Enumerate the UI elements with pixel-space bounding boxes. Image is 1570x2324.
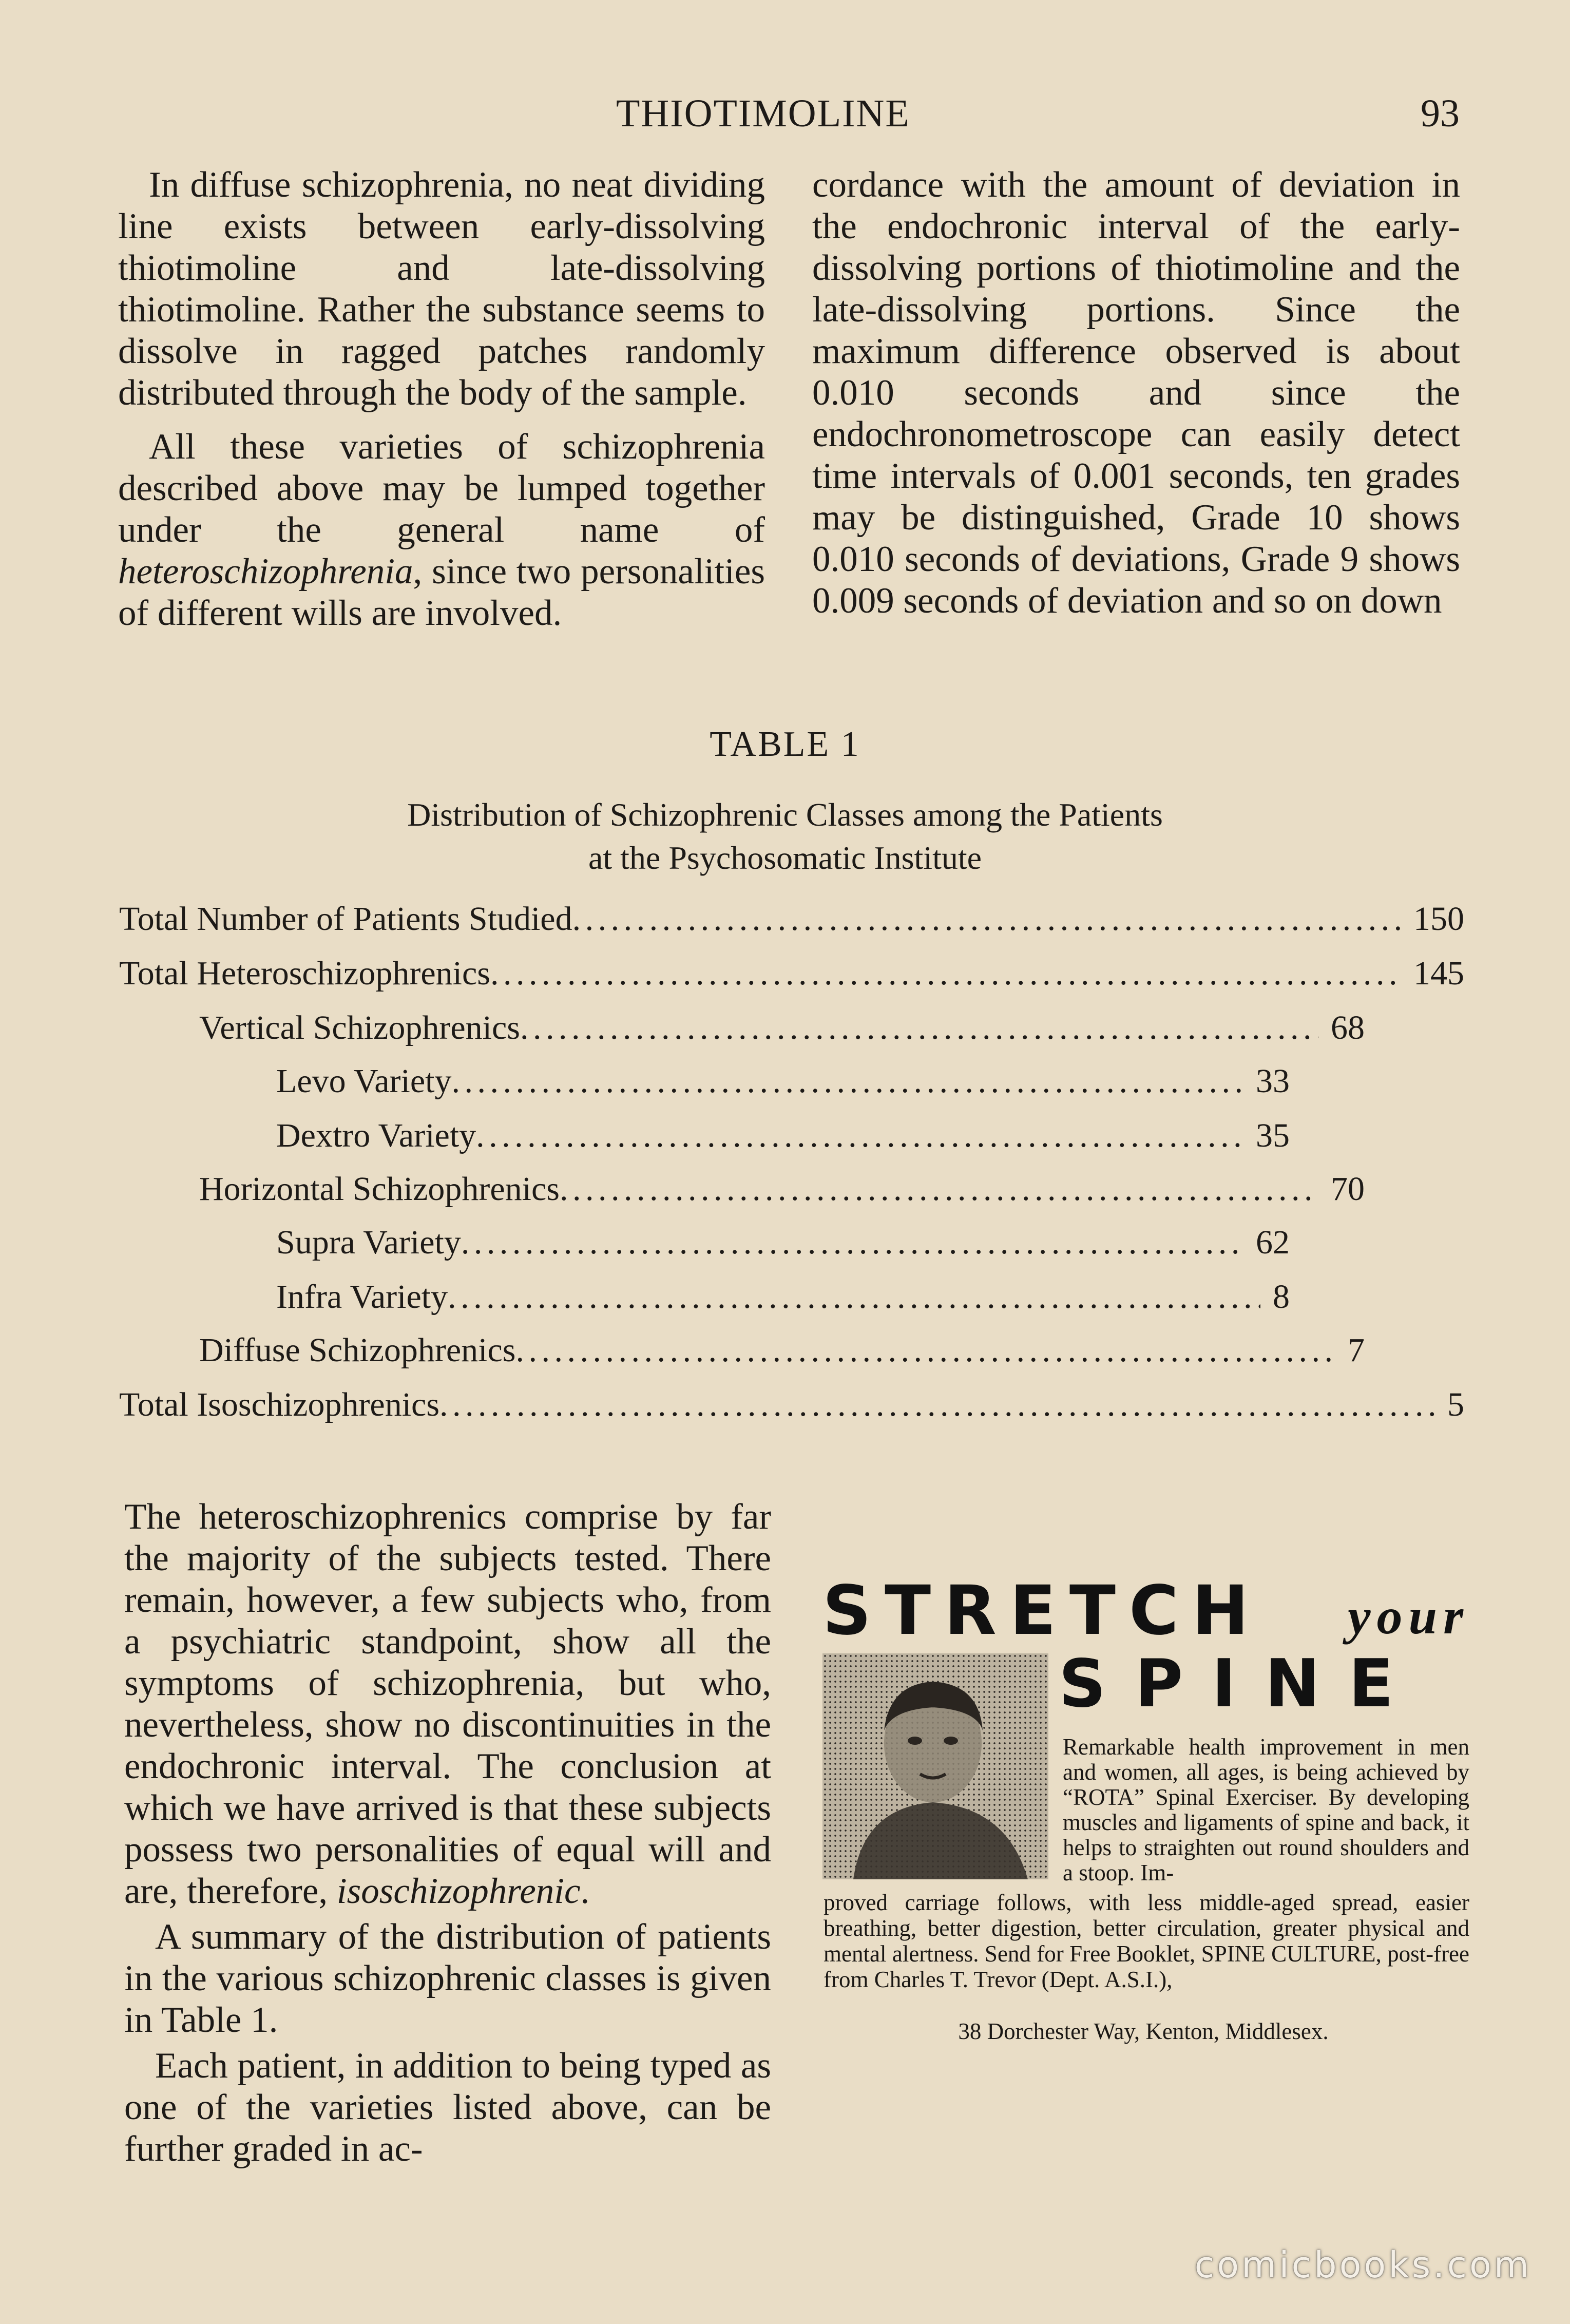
ad-headline-stretch: STRETCH — [822, 1571, 1262, 1650]
row-label: Dextro Variety — [276, 1117, 476, 1154]
paragraph: In diffuse schizophrenia, no neat dividing line exists between early-dissolving thiotimoline and late-dissolving thiotimoline. Rather the substance seems to dissolve in ragged patches randomly distributed through the body of the sample. — [118, 165, 765, 413]
row-label: Total Heteroschizophrenics — [119, 955, 490, 992]
row-label: Diffuse Schizophrenics — [199, 1331, 516, 1369]
table-row — [199, 1166, 1365, 1212]
row-label: Horizontal Schizophrenics — [199, 1170, 560, 1208]
row-value: 33 — [1256, 1062, 1290, 1100]
right-column-top — [812, 164, 1460, 622]
row-label: Total Isoschizophrenics — [119, 1386, 440, 1423]
table-row — [119, 950, 1464, 997]
paragraph: Each patient, in addition to being typed as one of the varieties listed above, can be further graded in ac- — [124, 2046, 771, 2169]
watermark: comicbooks.com — [1194, 2244, 1531, 2286]
paragraph-text: All these varieties of schizophrenia described above may be lumped together under the general name of — [118, 427, 765, 550]
left-column-bottom — [124, 1496, 771, 2170]
row-label: Infra Variety — [276, 1278, 448, 1316]
table-caption — [0, 793, 1570, 880]
dot-leader — [452, 1058, 1243, 1104]
table-row — [276, 1113, 1290, 1159]
table-title: TABLE 1 — [710, 725, 860, 764]
paragraph — [124, 1496, 771, 1912]
ad-headline-spine: SPINE — [1059, 1646, 1423, 1722]
left-column-top — [118, 164, 765, 634]
row-label: Total Number of Patients Studied — [119, 900, 572, 938]
row-label: Vertical Schizophrenics — [199, 1009, 520, 1046]
paragraph — [118, 426, 765, 634]
dot-leader — [490, 950, 1401, 997]
paragraph: A summary of the distribution of patients in the various schizophrenic classes is given in Table 1. — [124, 1917, 771, 2040]
dot-leader — [461, 1220, 1243, 1266]
row-value: 70 — [1331, 1170, 1365, 1208]
portrait-icon — [822, 1653, 1048, 1879]
table-row — [276, 1058, 1290, 1104]
row-value: 35 — [1256, 1117, 1290, 1154]
row-value: 145 — [1413, 955, 1464, 992]
row-label: Supra Variety — [276, 1224, 461, 1261]
table-row — [276, 1220, 1290, 1266]
row-value: 62 — [1256, 1224, 1290, 1261]
paragraph-text: . — [580, 1871, 590, 1911]
dot-leader — [515, 1327, 1335, 1374]
paragraph-text: , since two personalities of different wills are involved. — [118, 551, 765, 633]
ad-body-text-continued: proved carriage follows, with less middle-aged spread, easier breathing, better digestion, better circulation, greater physical and mental alertness. Send for Free Booklet, SPINE CULTURE, post-free from Charles T. Trevor (Dept. A.S.I.), — [824, 1890, 1469, 1992]
paragraph: cordance with the amount of deviation in the endochronic interval of the early-dissolving portions of thiotimoline and the late-dissolving portions. Since the maximum difference observed is about 0.010 seconds and since the endochronometroscope can easily detect time intervals of 0.001 seconds, ten grades may be distinguished, Grade 10 shows 0.010 seconds of deviations, Grade 9 shows 0.009 seconds of deviation and so on down — [812, 165, 1460, 621]
running-header — [0, 91, 1570, 138]
ad-headline — [822, 1571, 1469, 1648]
row-value: 68 — [1331, 1009, 1365, 1046]
table-row — [119, 1382, 1464, 1428]
ad-headline-your: your — [1348, 1588, 1469, 1645]
emphasis-term: heteroschizophrenia — [118, 551, 413, 592]
row-value: 8 — [1273, 1278, 1290, 1316]
ad-address: 38 Dorchester Way, Kenton, Middlesex. — [958, 2018, 1329, 2044]
dot-leader — [439, 1382, 1435, 1428]
caption-line: Distribution of Schizophrenic Classes among the Patients — [407, 796, 1163, 833]
table-row — [199, 1327, 1365, 1374]
dot-leader — [476, 1113, 1243, 1159]
dot-leader — [572, 896, 1401, 942]
row-value: 7 — [1348, 1331, 1365, 1369]
dot-leader — [520, 1005, 1318, 1051]
page-number: 93 — [1421, 92, 1460, 135]
row-value: 5 — [1447, 1386, 1464, 1423]
ad-body-text: Remarkable health improvement in men and women, all ages, is being achieved by “ROTA” Spinal Exerciser. By developing muscles and ligaments of spine and back, it helps to straighten out round shoulders and a stoop. Im- — [1063, 1734, 1469, 1885]
table-row — [119, 896, 1464, 942]
table-row — [276, 1274, 1290, 1320]
row-label: Levo Variety — [276, 1062, 452, 1100]
caption-line: at the Psychosomatic Institute — [588, 840, 982, 876]
paragraph-text: The heteroschizophrenics comprise by far the majority of the subjects tested. There remain, however, a few subjects who, from a psychiatric standpoint, show all the symptoms of schizophrenia, but who, nevertheless, show no discontinuities in the endochronic interval. The conclusion at which we have arrived is that these subjects possess two personalities of equal will and are, therefore, — [124, 1497, 771, 1911]
row-value: 150 — [1413, 900, 1464, 938]
running-title: THIOTIMOLINE — [616, 92, 910, 135]
ad-portrait-photo — [822, 1653, 1048, 1879]
table-row — [199, 1005, 1365, 1051]
advertisement — [817, 1571, 1469, 2116]
emphasis-term: isoschizophrenic — [336, 1871, 581, 1911]
dot-leader — [560, 1166, 1318, 1212]
dot-leader — [448, 1274, 1260, 1320]
